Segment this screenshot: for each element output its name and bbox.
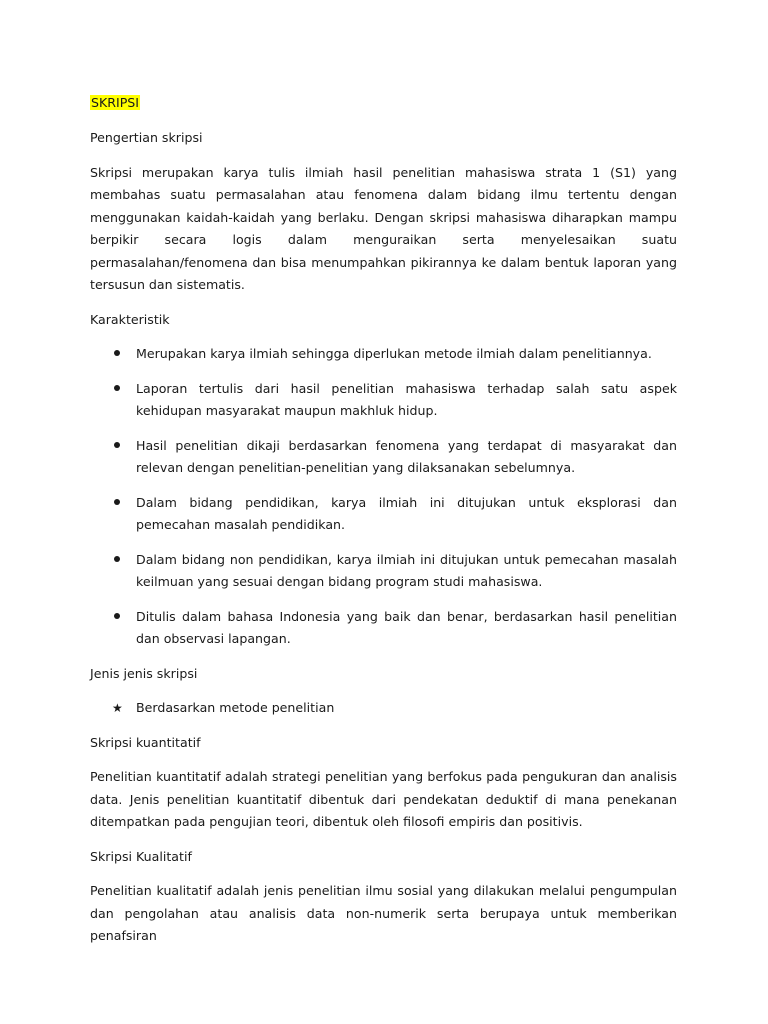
bullet-dot-icon bbox=[112, 549, 122, 572]
document-title: SKRIPSI bbox=[91, 95, 140, 110]
list-item bbox=[90, 435, 677, 480]
characteristics-heading: Karakteristik bbox=[90, 311, 170, 327]
list-item bbox=[90, 697, 677, 720]
list-item-text: Berdasarkan metode penelitian bbox=[136, 700, 335, 715]
list-item bbox=[90, 549, 677, 594]
qualitative-heading: Skripsi Kualitatif bbox=[90, 848, 192, 864]
qualitative-paragraph: Penelitian kualitatif adalah jenis penelitian ilmu sosial yang dilakukan melalui pengumpulan dan pengolahan atau analisis data non-numerik serta berupaya untuk memberikan penafsiran bbox=[90, 883, 677, 943]
bullet-dot-icon bbox=[112, 606, 122, 629]
definition-paragraph: Skripsi merupakan karya tulis ilmiah hasil penelitian mahasiswa strata 1 (S1) yang membahas suatu permasalahan atau fenomena dalam bidang ilmu tertentu dengan menggunakan kaidah-kaidah yang berlaku. Dengan skripsi mahasiswa diharapkan mampu berpikir secara logis dalam menguraikan serta menyelesaikan suatu permasalahan/fenomena dan bisa menumpahkan pikirannya ke dalam bentuk laporan yang tersusun dan sistematis. bbox=[90, 164, 677, 292]
list-item bbox=[90, 343, 677, 366]
list-item-text: Dalam bidang pendidikan, karya ilmiah ini ditujukan untuk eksplorasi dan pemecahan masalah pendidikan. bbox=[136, 494, 677, 532]
definition-heading: Pengertian skripsi bbox=[90, 130, 203, 145]
list-item-text: Ditulis dalam bahasa Indonesia yang baik dan benar, berdasarkan hasil penelitian dan observasi lapangan. bbox=[136, 608, 677, 646]
types-heading: Jenis jenis skripsi bbox=[90, 665, 198, 681]
bullet-dot-icon bbox=[112, 378, 122, 401]
star-icon: ★ bbox=[112, 701, 123, 715]
list-item-text: Merupakan karya ilmiah sehingga diperlukan metode ilmiah dalam penelitiannya. bbox=[136, 346, 652, 361]
bullet-dot-icon bbox=[112, 343, 122, 366]
list-item-text: Dalam bidang non pendidikan, karya ilmiah ini ditujukan untuk pemecahan masalah keilmuan yang sesuai dengan bidang program studi mahasiswa. bbox=[136, 551, 677, 589]
list-item bbox=[90, 378, 677, 423]
bullet-dot-icon bbox=[112, 435, 122, 458]
list-item bbox=[90, 492, 677, 537]
types-list bbox=[90, 697, 677, 720]
quantitative-paragraph: Penelitian kuantitatif adalah strategi penelitian yang berfokus pada pengukuran dan analisis data. Jenis penelitian kuantitatif dibentuk dari pendekatan deduktif di mana penekanan ditempatkan pada pengujian teori, dibentuk oleh filosofi empiris dan positivis. bbox=[90, 769, 677, 829]
bullet-dot-icon bbox=[112, 492, 122, 515]
list-item bbox=[90, 606, 677, 651]
list-item-text: Laporan tertulis dari hasil penelitian mahasiswa terhadap salah satu aspek kehidupan masyarakat maupun makhluk hidup. bbox=[136, 380, 677, 418]
characteristics-list bbox=[90, 343, 677, 651]
list-item-text: Hasil penelitian dikaji berdasarkan fenomena yang terdapat di masyarakat dan relevan dengan penelitian-penelitian yang dilaksanakan sebelumnya. bbox=[136, 437, 677, 475]
quantitative-heading: Skripsi kuantitatif bbox=[90, 734, 201, 750]
document-page bbox=[90, 92, 677, 960]
title-row bbox=[90, 92, 677, 114]
